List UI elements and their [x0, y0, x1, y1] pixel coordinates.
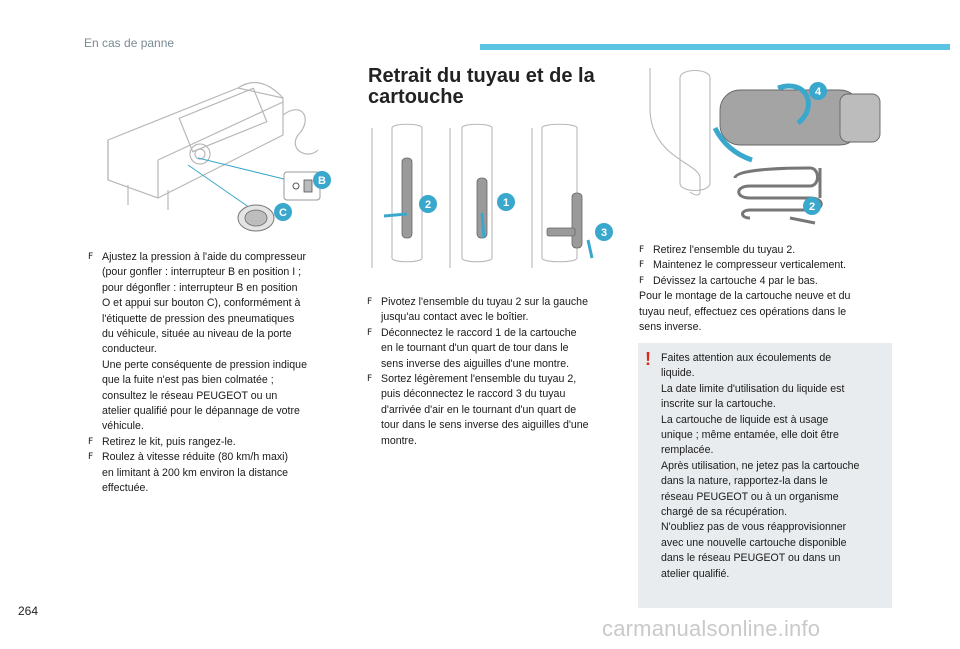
list-item: F Retirez le kit, puis rangez-le. [88, 435, 348, 450]
header-accent-bar [480, 44, 950, 50]
list-item: F Maintenez le compresseur verticalement. [639, 258, 899, 273]
compressor-illustration [88, 80, 343, 240]
reassembly-paragraph: Pour le montage de la cartouche neuve et du tuyau neuf, effectuez ces opérations dans le sens inverse. [639, 290, 851, 334]
warning-box: ! Faites attention aux écoulements de liquide. La date limite d'utilisation du liquide est inscrite sur la cartouche. La cartouche de liquide est à usage unique ; même entamée, elle doit être remplacée. Après utilisation, ne jetez pas la cartouche dans la nature, rapportez-la dans le réseau PEUGEOT ou à un organisme chargé de sa récupération. N'oubliez pas de vous réapprovisionner avec une nouvelle cartouche disponible dans le réseau PEUGEOT ou dans un atelier qualifié. [638, 343, 892, 608]
callout-4: 4 [814, 86, 822, 98]
callout-1: 1 [502, 197, 510, 209]
checkbox-bullet-icon: F [367, 327, 373, 338]
checkbox-bullet-icon: F [639, 275, 645, 286]
checkbox-bullet-icon: F [639, 260, 645, 271]
callout-b: B [318, 175, 326, 187]
list-item: F Roulez à vitesse réduite (80 km/h maxi) en limitant à 200 km environ la distance effectuée. [88, 451, 289, 495]
checkbox-bullet-icon: F [88, 252, 94, 262]
list-item: F Dévissez la cartouche 4 par le bas. [639, 274, 899, 289]
page-number: 264 [18, 604, 39, 618]
section-title: Retrait du tuyau et de la cartouche [368, 65, 595, 108]
hose-removal-illustration [362, 118, 624, 270]
callout-2-right: 2 [808, 201, 816, 213]
instructions-column-1 [88, 250, 348, 497]
checkbox-bullet-icon: F [639, 245, 645, 255]
list-item: F Sortez légèrement l'ensemble du tuyau 2, puis déconnectez le raccord 3 du tuyau d'arrivée d'air en le tournant d'un quart de tour dans le sens inverse des aiguilles d'une montre. [367, 373, 589, 447]
checkbox-bullet-icon: F [88, 436, 94, 447]
checkbox-bullet-icon: F [367, 297, 373, 307]
list-item: F Pivotez l'ensemble du tuyau 2 sur la gauche jusqu'au contact avec le boîtier. [367, 296, 588, 324]
warning-icon: ! [645, 349, 651, 369]
checkbox-bullet-icon: F [88, 452, 94, 463]
callout-3: 3 [600, 227, 608, 239]
list-item: F Déconnectez le raccord 1 de la cartouche en le tournant d'un quart de tour dans le sens inverse des aiguilles d'une montre. [367, 326, 577, 370]
callout-c: C [279, 207, 287, 219]
list-item: F Ajustez la pression à l'aide du compresseur (pour gonfler : interrupteur B en position I ; pour dégonfler : interrupteur B en position O et appui sur bouton C), conformément à l'étiquette de pression des pneumatiques du véhicule, située au niveau de la porte conducteur. Une perte conséquente de pression indique que la fuite n'est pas bien colmatée ; consultez le réseau PEUGEOT ou un atelier qualifié pour le dépannage de votre véhicule. [88, 251, 307, 433]
callout-2: 2 [424, 199, 432, 211]
checkbox-bullet-icon: F [367, 374, 373, 385]
list-item: F Retirez l'ensemble du tuyau 2. [639, 243, 899, 258]
instructions-column-2 [367, 295, 627, 449]
watermark: carmanualsonline.info [602, 616, 821, 641]
cartridge-illustration [640, 68, 890, 238]
section-header: En cas de panne [84, 36, 175, 50]
instructions-column-3 [639, 243, 899, 335]
